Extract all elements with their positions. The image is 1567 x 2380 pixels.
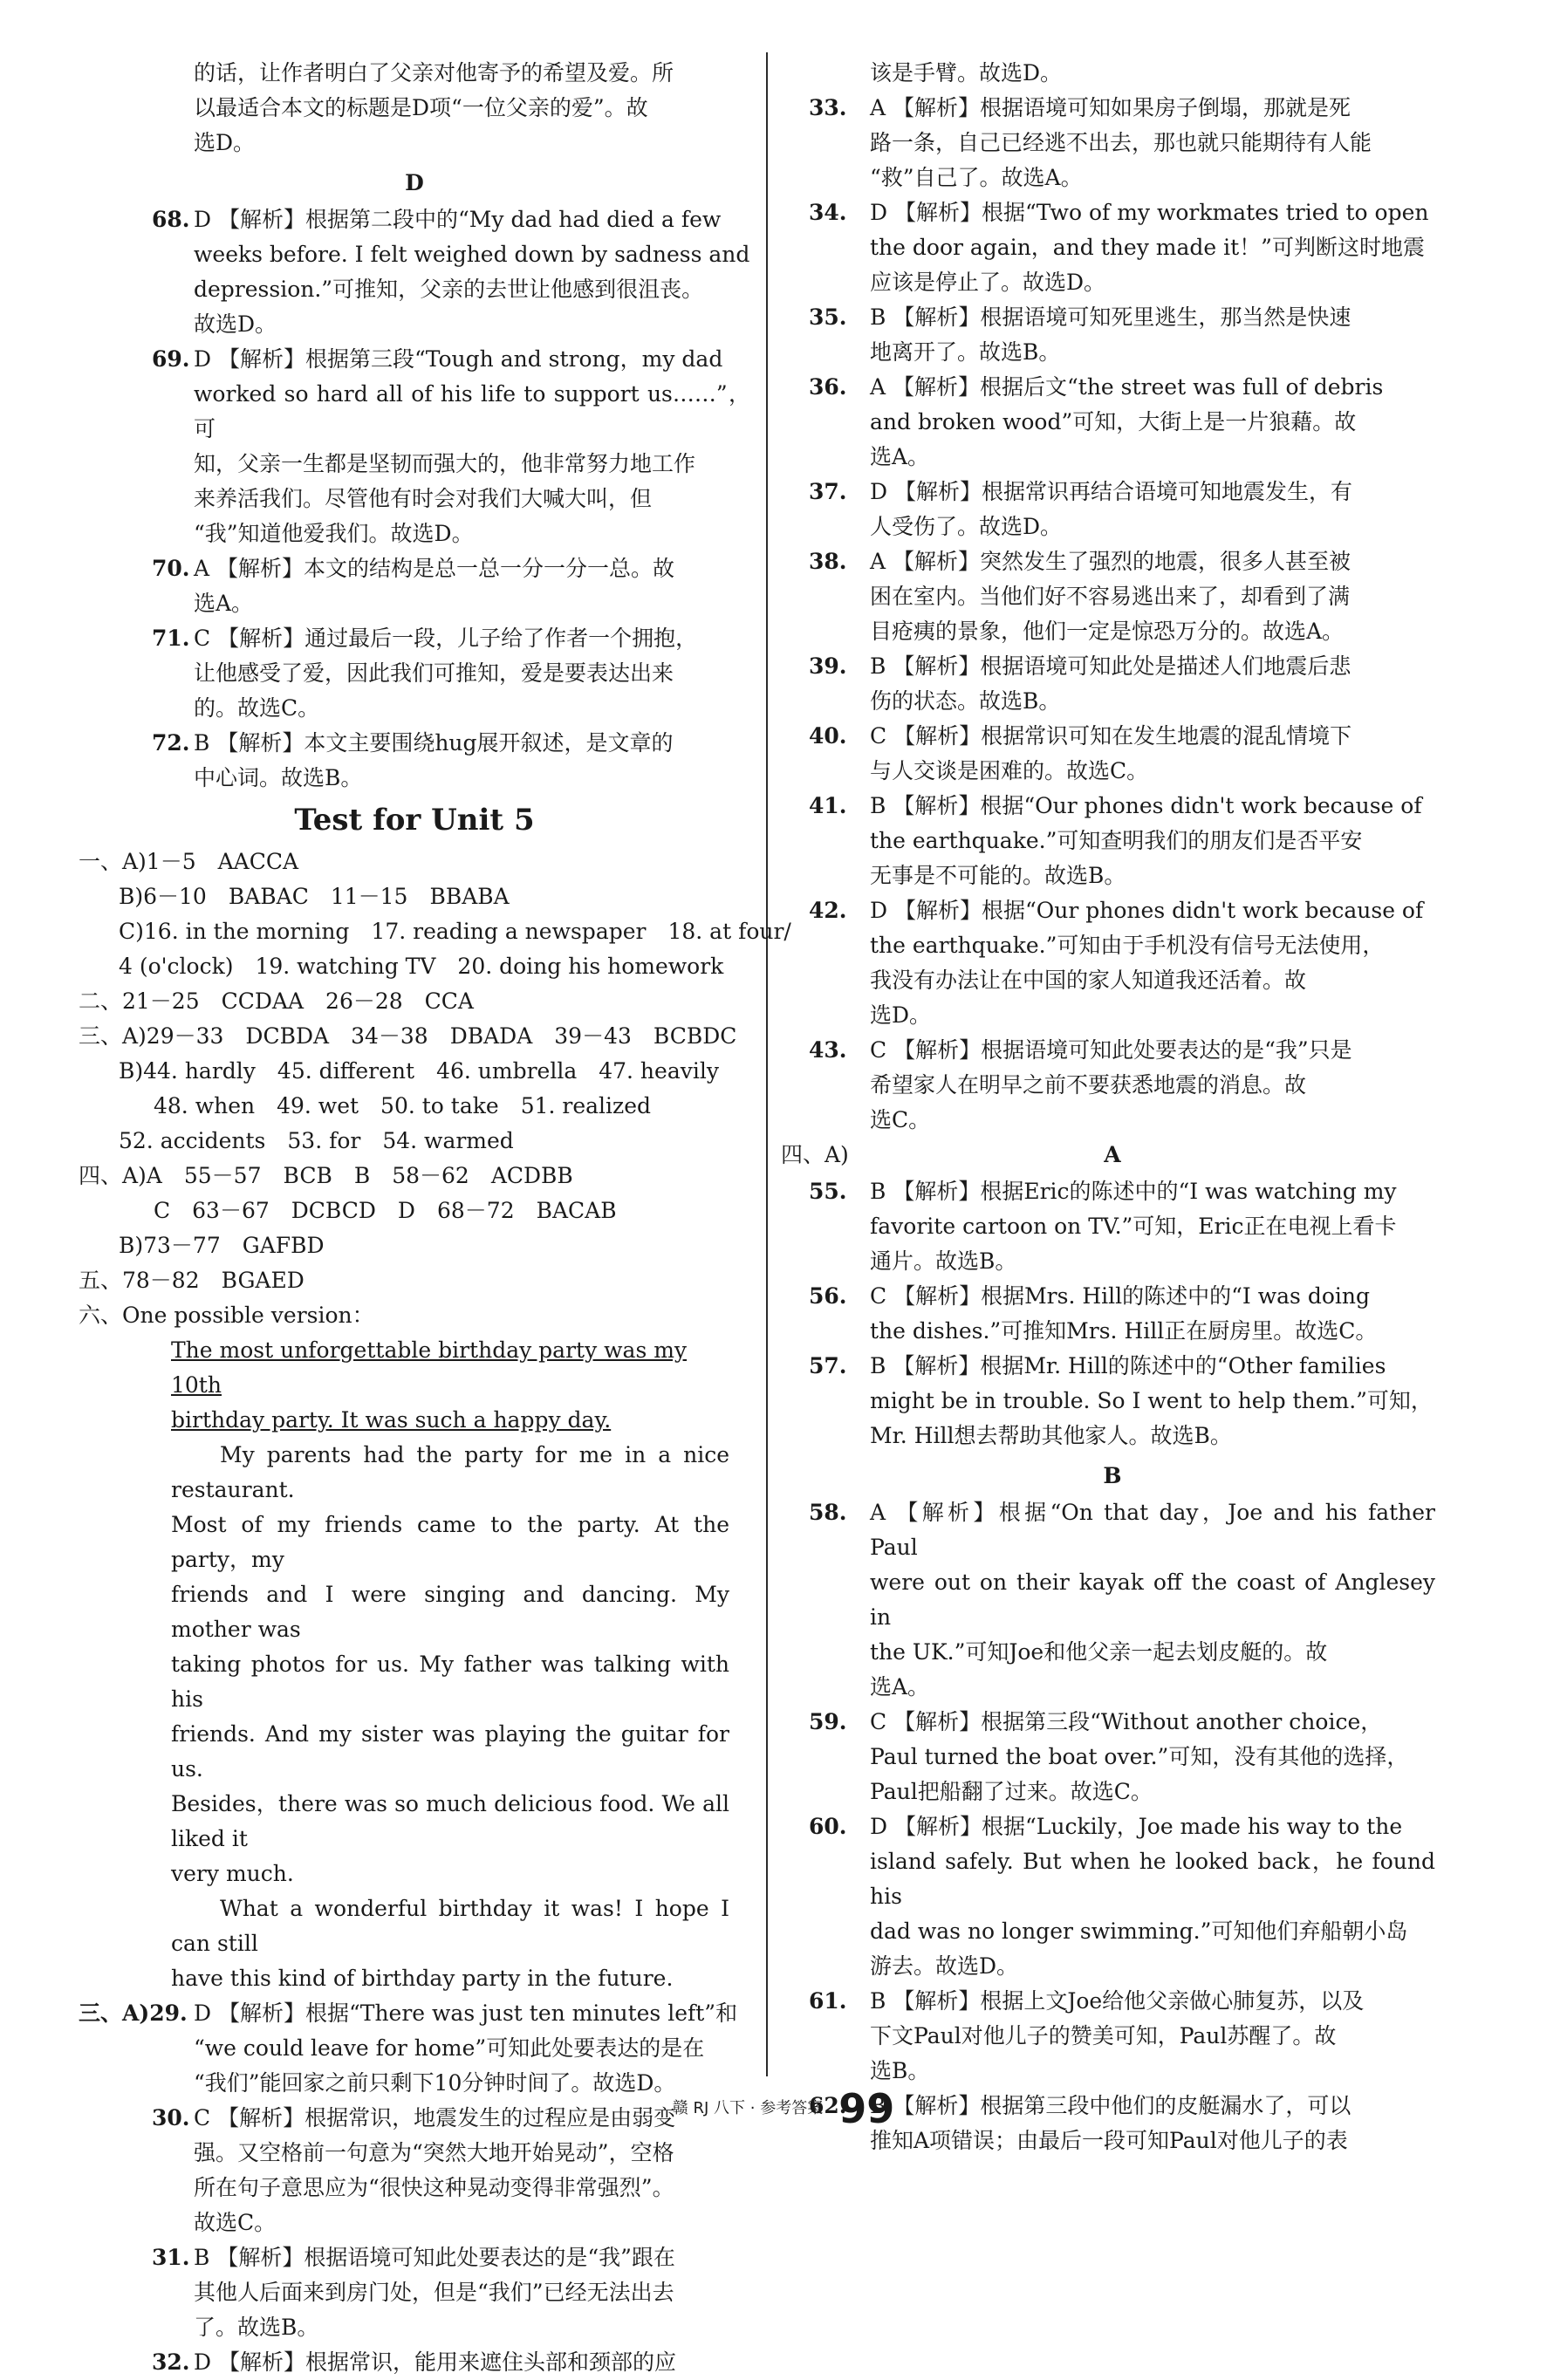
answer-key-line: 三、A)29－33 DCBDA 34－38 DBADA 39－43 BCBDC [79, 1023, 737, 1049]
item-number: 33. [809, 95, 847, 120]
item-number: 60. [809, 1814, 847, 1839]
item-line: 推知A项错误；由最后一段可知Paul对他儿子的表 [870, 2128, 1348, 2153]
item-line: 路一条，自己已经逃不出去，那也就只能期待有人能 [870, 130, 1372, 155]
answer-key-line: B)6－10 BABAC 11－15 BBABA [119, 884, 510, 909]
item-line: B 【解析】根据语境可知此处是描述人们地震后悲 [870, 653, 1351, 679]
item-line: dad was no longer swimming.”可知他们弃船朝小岛 [870, 1918, 1408, 1944]
answer-item [79, 2240, 750, 2345]
item-line: B 【解析】根据第三段中他们的皮艇漏水了，可以 [870, 2093, 1351, 2118]
item-line: 了。故选B。 [194, 2315, 319, 2340]
essay-line: friends. And my sister was playing the guitar for us. [171, 1721, 729, 1782]
answer-item [79, 342, 750, 551]
section-heading: 四、A) [781, 1142, 849, 1167]
answer-item [790, 195, 1435, 300]
item-line: A 【解析】根据“On that day，Joe and his father Paul [870, 1500, 1435, 1560]
item-line: 选B。 [870, 2058, 930, 2083]
continued-line: 以最适合本文的标题是D项“一位父亲的爱”。故 [194, 95, 648, 120]
continued-line: 的话，让作者明白了父亲对他寄予的希望及爱。所 [194, 60, 674, 85]
item-line: C 【解析】根据常识可知在发生地震的混乱情境下 [870, 723, 1352, 749]
item-number: 61. [809, 1988, 847, 2014]
answer-item [790, 1705, 1435, 1809]
item-line: B 【解析】根据Mr. Hill的陈述中的“Other families [870, 1353, 1386, 1378]
item-line: 来养活我们。尽管他有时会对我们大喊大叫，但 [194, 486, 653, 511]
item-line: C 【解析】根据常识，地震发生的过程应是由弱变 [194, 2105, 676, 2130]
answer-item [790, 649, 1435, 719]
answer-item [79, 621, 750, 726]
section-letter: A [1104, 1142, 1121, 1167]
item-line: C 【解析】通过最后一段，儿子给了作者一个拥抱， [194, 626, 698, 651]
item-line: “我们”能回家之前只剩下10分钟时间了。故选D。 [194, 2070, 676, 2096]
answer-item [790, 370, 1435, 475]
item-line: B 【解析】根据Eric的陈述中的“I was watching my [870, 1179, 1397, 1204]
item-line: 应该是停止了。故选D。 [870, 270, 1106, 295]
item-line: A 【解析】本文的结构是总一总一分一分一总。故 [194, 556, 675, 581]
answer-key-line: C 63－67 DCBCD D 68－72 BACAB [154, 1198, 617, 1223]
item-number: 43. [809, 1037, 847, 1063]
item-number: 59. [809, 1709, 847, 1734]
answer-key-line: 52. accidents 53. for 54. warmed [119, 1128, 514, 1153]
item-line: the earthquake.”可知由于手机没有信号无法使用， [870, 933, 1385, 958]
item-line: D 【解析】根据常识，能用来遮住头部和颈部的应 [194, 2349, 676, 2375]
item-number: 30. [152, 2105, 190, 2130]
item-line: 选A。 [870, 1674, 930, 1700]
item-line: “we could leave for home”可知此处要表达的是在 [194, 2035, 705, 2061]
essay-line: very much. [171, 1861, 294, 1886]
item-number: 72. [152, 730, 190, 756]
essay-line: What a wonderful birthday it was! I hope I can still [171, 1896, 729, 1956]
item-number: 40. [809, 723, 847, 749]
item-line: D 【解析】根据“Our phones didn't work because of [870, 898, 1424, 923]
essay-line: Besides，there was so much delicious food. We all liked it [171, 1791, 729, 1851]
essay-line: Most of my friends came to the party. At the party，my [171, 1512, 729, 1572]
answer-item [79, 551, 750, 621]
item-number: 41. [809, 793, 847, 818]
answer-key-line: C)16. in the morning 17. reading a newspaper 18. at four/ [119, 919, 791, 944]
item-line: island safely. But when he looked back，he found his [870, 1849, 1435, 1909]
item-number: 70. [152, 556, 190, 581]
item-line: and broken wood”可知，大街上是一片狼藉。故 [870, 409, 1357, 434]
item-line: “我”知道他爱我们。故选D。 [194, 521, 474, 546]
item-line: 与人交谈是困难的。故选C。 [870, 758, 1149, 783]
item-line: depression.”可推知，父亲的去世让他感到很沮丧。 [194, 277, 704, 302]
item-line: D 【解析】根据第三段“Tough and strong，my dad [194, 346, 723, 372]
section-heading: 三、A)29. [79, 2000, 188, 2026]
item-line: 地离开了。故选B。 [870, 339, 1061, 365]
item-line: D 【解析】根据“Two of my workmates tried to open [870, 200, 1429, 225]
item-number: 31. [152, 2245, 190, 2270]
item-line: C 【解析】根据第三段“Without another choice， [870, 1709, 1383, 1734]
essay-line: taking photos for us. My father was talking with his [171, 1652, 729, 1712]
item-line: 选A。 [870, 444, 930, 469]
answer-item [790, 544, 1435, 649]
essay-title-line: birthday party. It was such a happy day. [171, 1407, 612, 1433]
item-number: 71. [152, 626, 190, 651]
answer-item [790, 91, 1435, 195]
item-line: 伤的状态。故选B。 [870, 688, 1061, 714]
item-line: D 【解析】根据常识再结合语境可知地震发生，有 [870, 479, 1352, 504]
answer-item [790, 893, 1435, 1033]
answer-key-line: 五、78－82 BGAED [79, 1268, 305, 1293]
item-number: 56. [809, 1283, 847, 1309]
item-line: B 【解析】根据“Our phones didn't work because of [870, 793, 1422, 818]
item-line: B 【解析】根据上文Joe给他父亲做心肺复苏，以及 [870, 1988, 1365, 2014]
answer-item [790, 1809, 1435, 1984]
item-line: D 【解析】根据“Luckily，Joe made his way to the [870, 1814, 1403, 1839]
item-number: 58. [809, 1500, 847, 1525]
item-line: A 【解析】突然发生了强烈的地震，很多人甚至被 [870, 549, 1351, 574]
item-number: 57. [809, 1353, 847, 1378]
answer-item [790, 300, 1435, 370]
answer-item [79, 202, 750, 342]
item-line: the earthquake.”可知查明我们的朋友们是否平安 [870, 828, 1363, 853]
item-line: 通片。故选B。 [870, 1248, 1017, 1274]
essay-line: My parents had the party for me in a nice restaurant. [171, 1442, 729, 1502]
item-line: 强。又空格前一句意为“突然大地开始晃动”，空格 [194, 2140, 674, 2165]
item-line: C 【解析】根据Mrs. Hill的陈述中的“I was doing [870, 1283, 1370, 1309]
answer-key-line: 六、One possible version： [79, 1303, 374, 1328]
left-column [79, 56, 791, 2380]
answer-item [79, 2345, 750, 2380]
item-line: “救”自己了。故选A。 [870, 165, 1083, 190]
item-number: 35. [809, 304, 847, 330]
essay-line: friends and I were singing and dancing. My mother was [171, 1582, 729, 1642]
item-line: 我没有办法让在中国的家人知道我还活着。故 [870, 968, 1307, 993]
item-line: D 【解析】根据“There was just ten minutes left”和 [194, 2000, 738, 2026]
item-number: 32. [152, 2349, 190, 2375]
item-number: 69. [152, 346, 190, 372]
page-footer [0, 2085, 1567, 2132]
item-line: 选A。 [194, 591, 254, 616]
item-line: 选C。 [870, 1107, 931, 1132]
item-line: 其他人后面来到房门处，但是“我们”已经无法出去 [194, 2280, 674, 2305]
item-line: C 【解析】根据语境可知此处要表达的是“我”只是 [870, 1037, 1352, 1063]
item-line: 人受伤了。故选D。 [870, 514, 1063, 539]
continued-line: 该是手臂。故选D。 [870, 60, 1063, 85]
section-letter: D [405, 170, 424, 195]
item-number: 37. [809, 479, 847, 504]
item-line: 选D。 [870, 1002, 932, 1028]
answer-item [790, 1033, 1435, 1138]
item-line: the UK.”可知Joe和他父亲一起去划皮艇的。故 [870, 1639, 1328, 1665]
essay-title-line: The most unforgettable birthday party was my 10th [171, 1337, 688, 1398]
item-number: 62. [809, 2093, 847, 2118]
item-line: 希望家人在明早之前不要获悉地震的消息。故 [870, 1072, 1307, 1098]
item-number: 39. [809, 653, 847, 679]
item-line: might be in trouble. So I went to help them.”可知， [870, 1388, 1433, 1413]
item-line: 故选C。 [194, 2210, 277, 2235]
item-line: 中心词。故选B。 [194, 765, 363, 790]
item-line: 困在室内。当他们好不容易逃出来了，却看到了满 [870, 584, 1351, 609]
answer-key-line: 二、21－25 CCDAA 26－28 CCA [79, 988, 474, 1014]
item-line: 所在句子意思应为“很快这种晃动变得非常强烈”。 [194, 2175, 674, 2200]
item-line: weeks before. I felt weighed down by sadness and [194, 242, 750, 267]
item-line: Paul turned the boat over.”可知，没有其他的选择， [870, 1744, 1409, 1769]
item-line: worked so hard all of his life to support us……”，可 [194, 381, 750, 441]
unit-title: Test for Unit 5 [294, 803, 535, 838]
answer-key-line: B)44. hardly 45. different 46. umbrella 47. heavily [119, 1058, 719, 1084]
item-number: 68. [152, 207, 190, 232]
answer-item [790, 475, 1435, 544]
item-line: A 【解析】根据语境可知如果房子倒塌，那就是死 [870, 95, 1351, 120]
item-number: 38. [809, 549, 847, 574]
item-line: B 【解析】根据语境可知死里逃生，那当然是快速 [870, 304, 1351, 330]
answer-item [790, 1495, 1435, 1705]
section-letter: B [1103, 1463, 1122, 1488]
footer-label: 赣 RJ 八下 · 参考答案 [672, 2099, 824, 2117]
item-number: 34. [809, 200, 847, 225]
item-line: Mr. Hill想去帮助其他家人。故选B。 [870, 1423, 1232, 1448]
continued-line: 选D。 [194, 130, 256, 155]
answer-key-line: B)73－77 GAFBD [119, 1233, 325, 1258]
item-line: the dishes.”可推知Mrs. Hill正在厨房里。故选C。 [870, 1318, 1378, 1344]
answer-key-line: 一、A)1－5 AACCA [79, 849, 299, 874]
item-number: 36. [809, 374, 847, 400]
item-line: B 【解析】根据语境可知此处要表达的是“我”跟在 [194, 2245, 675, 2270]
item-line: D 【解析】根据第二段中的“My dad had died a few [194, 207, 722, 232]
item-line: 知，父亲一生都是坚韧而强大的，他非常努力地工作 [194, 451, 696, 476]
column-divider [766, 52, 768, 2076]
answer-item [790, 719, 1435, 789]
item-number: 55. [809, 1179, 847, 1204]
answer-item [790, 1984, 1435, 2089]
right-column [781, 56, 1435, 2158]
item-line: B 【解析】本文主要围绕hug展开叙述，是文章的 [194, 730, 674, 756]
answer-item [790, 1174, 1435, 1279]
page-number: 99 [838, 2085, 895, 2132]
answer-item [79, 726, 750, 796]
item-line: 目疮痍的景象，他们一定是惊恐万分的。故选A。 [870, 619, 1345, 644]
item-line: A 【解析】根据后文“the street was full of debris [870, 374, 1384, 400]
essay-line: have this kind of birthday party in the future. [171, 1966, 674, 1991]
answer-key-line: 四、A)A 55－57 BCB B 58－62 ACDBB [79, 1163, 573, 1188]
item-line: 故选D。 [194, 311, 277, 337]
answer-key-line: 48. when 49. wet 50. to take 51. realized [154, 1093, 652, 1118]
item-line: 的。故选C。 [194, 695, 320, 721]
item-line: 无事是不可能的。故选B。 [870, 863, 1126, 888]
item-line: 下文Paul对他儿子的赞美可知，Paul苏醒了。故 [870, 2023, 1337, 2048]
item-line: 让他感受了爱，因此我们可推知，爱是要表达出来 [194, 660, 674, 686]
item-line: Paul把船翻了过来。故选C。 [870, 1779, 1153, 1804]
answer-item [790, 1349, 1435, 1453]
item-number: 42. [809, 898, 847, 923]
item-line: the door again，and they made it！”可判断这时地震 [870, 235, 1425, 260]
answer-item [790, 1279, 1435, 1349]
item-line: favorite cartoon on TV.”可知，Eric正在电视上看卡 [870, 1214, 1397, 1239]
item-line: were out on their kayak off the coast of Anglesey in [870, 1570, 1435, 1630]
answer-item [790, 789, 1435, 893]
answer-item [79, 1996, 750, 2101]
answer-key-line: 4 (o'clock) 19. watching TV 20. doing his homework [119, 954, 724, 979]
item-line: 游去。故选D。 [870, 1953, 1019, 1979]
